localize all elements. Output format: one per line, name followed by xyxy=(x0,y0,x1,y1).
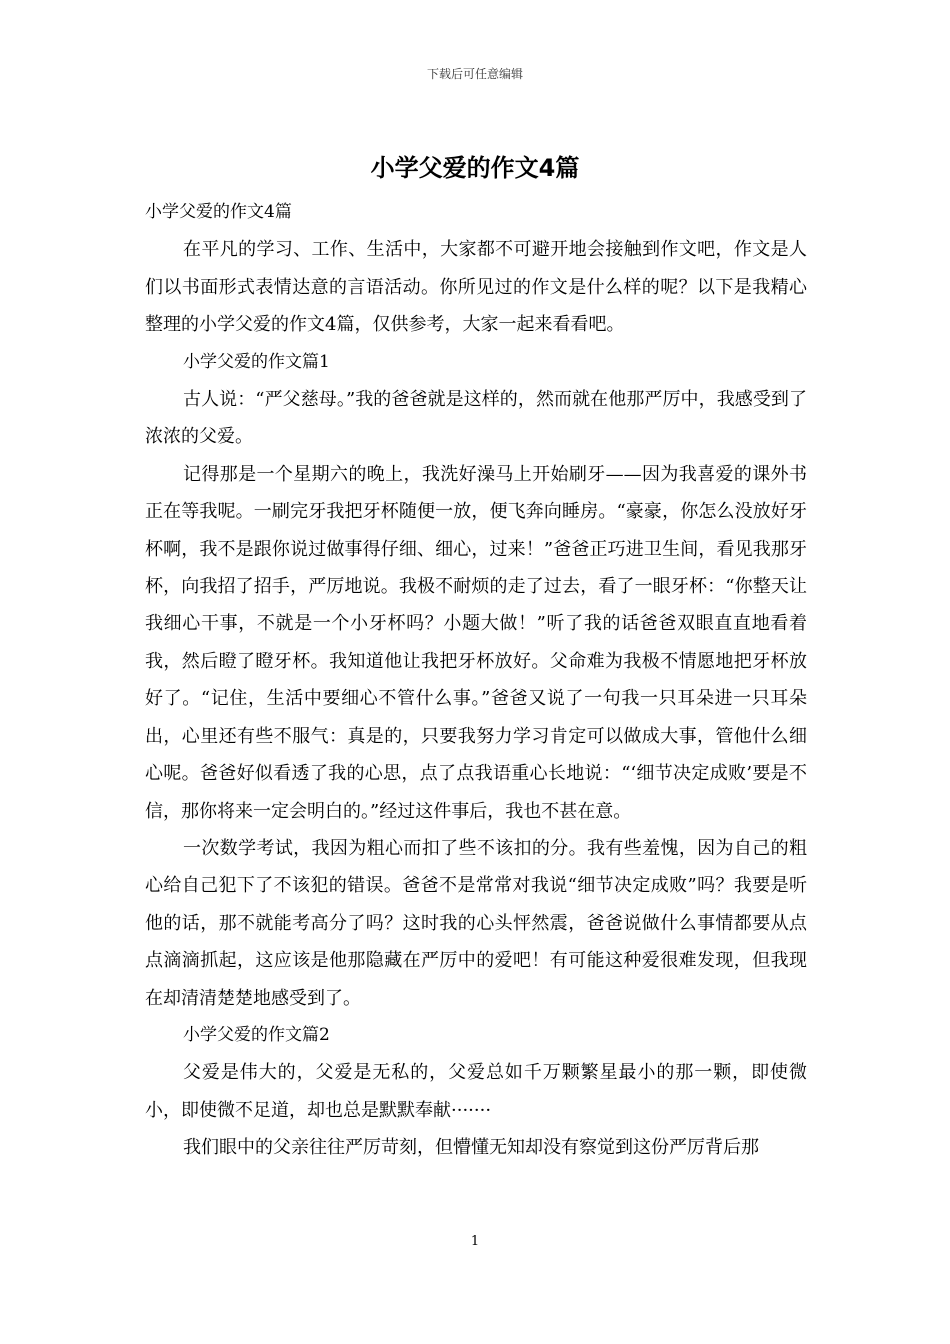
paragraph: 古人说：“严父慈母。”我的爸爸就是这样的，然而就在他那严厉中，我感受到了浓浓的父爱。 xyxy=(145,389,807,448)
paragraph: 一次数学考试，我因为粗心而扣了些不该扣的分。我有些羞愧，因为自己的粗心给自己犯下了不该犯的错误。爸爸不是常常对我说“细节决定成败”吗？我要是听他的话，那不就能考高分了吗？这时我的心头怦然震，爸爸说做什么事情都要从点点滴滴抓起，这应该是他那隐藏在严厉中的爱吧！有可能这种爱很难发现，但我现在却清清楚楚地感受到了。 xyxy=(145,837,807,1009)
header-note: 下载后可任意编辑 xyxy=(426,67,523,81)
paragraph: 记得那是一个星期六的晚上，我洗好澡马上开始刷牙——因为我喜爱的课外书正在等我呢。一刷完牙我把牙杯随便一放，便飞奔向睡房。“豪豪，你怎么没放好牙杯啊，我不是跟你说过做事得仔细、细心，过来！”爸爸正巧进卫生间，看见我那牙杯，向我招了招手，严厉地说。我极不耐烦的走了过去，看了一眼牙杯：“你整天让我细心干事，不就是一个小牙杯吗？小题大做！”听了我的话爸爸双眼直直地看着我，然后瞪了瞪牙杯。我知道他让我把牙杯放好。父命难为我极不情愿地把牙杯放好了。“记住，生活中要细心不管什么事。”爸爸又说了一句我一只耳朵进一只耳朵出，心里还有些不服气：真是的，只要我努力学习肯定可以做成大事，管他什么细心呢。爸爸好似看透了我的心思，点了点我语重心长地说：“‘细节决定成败’要是不信，那你将来一定会明白的。”经过这件事后，我也不甚在意。 xyxy=(145,463,807,822)
paragraph: 父爱是伟大的，父爱是无私的，父爱总如千万颗繁星最小的那一颗，即使微小，即使微不足道，却也总是默默奉献······· xyxy=(145,1062,807,1121)
section-heading-1: 小学父爱的作文篇1 xyxy=(183,351,330,372)
document-title: 小学父爱的作文4篇 xyxy=(370,154,580,182)
intro-title-line: 小学父爱的作文4篇 xyxy=(145,202,292,222)
intro-paragraph: 在平凡的学习、工作、生活中，大家都不可避开地会接触到作文吧，作文是人们以书面形式表情达意的言语活动。你所见过的作文是什么样的呢？以下是我精心整理的小学父爱的作文4篇，仅供参考，大家一起来看看吧。 xyxy=(145,239,807,336)
paragraph: 我们眼中的父亲往往严厉苛刻，但懵懂无知却没有察觉到这份严厉背后那 xyxy=(183,1137,759,1159)
document-body xyxy=(145,194,807,1167)
page-number: 1 xyxy=(470,1234,480,1249)
section-heading-2: 小学父爱的作文篇2 xyxy=(183,1024,330,1045)
